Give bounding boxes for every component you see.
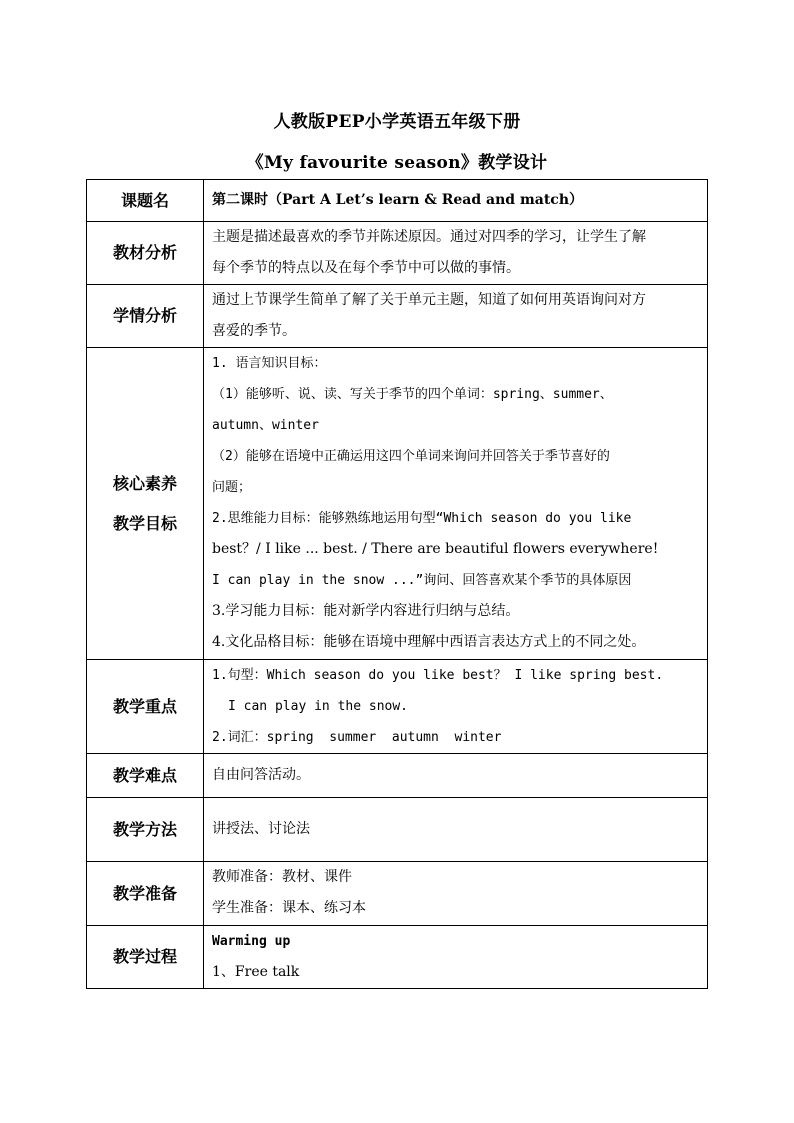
row-label-core-goals-line2: 教学目标 [112,513,177,533]
key-points-text [204,660,708,754]
learner-analysis-line: 通过上节课学生简单了解了关于单元主题，知道了如何用英语询问对方 [212,292,646,308]
table-row-material-analysis [87,222,708,285]
difficulties-text [204,754,708,798]
row-label-methods: 教学方法 [87,798,204,862]
table-row-topic [87,180,708,222]
core-goals-line: 1. 语言知识目标： [212,356,327,371]
table-row-core-goals [87,348,708,660]
row-label-material-analysis: 教材分析 [87,222,204,285]
process-text [204,926,708,989]
row-label-process: 教学过程 [87,926,204,989]
preparation-line: 学生准备：课本、练习本 [212,900,366,916]
table-row-learner-analysis [87,285,708,348]
table-row-preparation [87,862,708,926]
process-line: Warming up [212,934,291,949]
key-points-line: I can play in the snow. [228,699,409,714]
key-points-line: 2.词汇：spring summer autumn winter [212,730,502,745]
material-analysis-text [204,222,708,285]
core-goals-line: 问题； [212,480,252,495]
row-label-core-goals [87,348,204,660]
row-label-key-points: 教学重点 [87,660,204,754]
learner-analysis-line: 喜爱的季节。 [212,323,296,339]
core-goals-text [204,348,708,660]
material-analysis-line: 主题是描述最喜欢的季节并陈述原因。通过对四季的学习，让学生了解 [212,229,646,245]
learner-analysis-text [204,285,708,348]
table-row-process [87,926,708,989]
table-row-key-points [87,660,708,754]
core-goals-line: 2.思维能力目标：能够熟练地运用句型“Which season do you like [212,511,632,526]
core-goals-line: 4.文化品格目标：能够在语境中理解中西语言表达方式上的不同之处。 [212,634,646,650]
core-goals-line: （2）能够在语境中正确运用这四个单词来询问并回答关于季节喜好的 [212,449,610,464]
lesson-plan-table [86,179,708,989]
row-label-topic: 课题名 [87,180,204,222]
core-goals-line: autumn、winter [212,418,319,433]
row-label-learner-analysis: 学情分析 [87,285,204,348]
difficulties-line: 自由问答活动。 [212,767,310,783]
key-points-line: 1.句型：Which season do you like best？ I like spring best. [212,668,664,683]
document-subtitle: 《My favourite season》教学设计 [246,153,548,173]
methods-text [204,798,708,862]
core-goals-line: best？/ I like ... best. / There are beautiful flowers everywhere! [212,541,659,557]
row-label-difficulties: 教学难点 [87,754,204,798]
row-label-core-goals-line1: 核心素养 [112,473,177,493]
core-goals-line: 3.学习能力目标：能对新学内容进行归纳与总结。 [212,603,520,619]
topic-text [204,180,708,222]
preparation-text [204,862,708,926]
table-row-methods [87,798,708,862]
document-title: 人教版PEP小学英语五年级下册 [273,112,521,132]
core-goals-line: I can play in the snow ...”询问、回答喜欢某个季节的具体原因 [212,573,632,588]
table-row-difficulties [87,754,708,798]
row-label-preparation: 教学准备 [87,862,204,926]
topic-line: 第二课时（Part A Let’s learn & Read and match） [212,192,584,208]
methods-line: 讲授法、讨论法 [212,821,310,837]
material-analysis-line: 每个季节的特点以及在每个季节中可以做的事情。 [212,260,520,276]
process-line: 1、Free talk [212,964,300,980]
preparation-line: 教师准备：教材、课件 [212,869,352,885]
core-goals-line: （1）能够听、说、读、写关于季节的四个单词：spring、summer、 [212,387,613,402]
